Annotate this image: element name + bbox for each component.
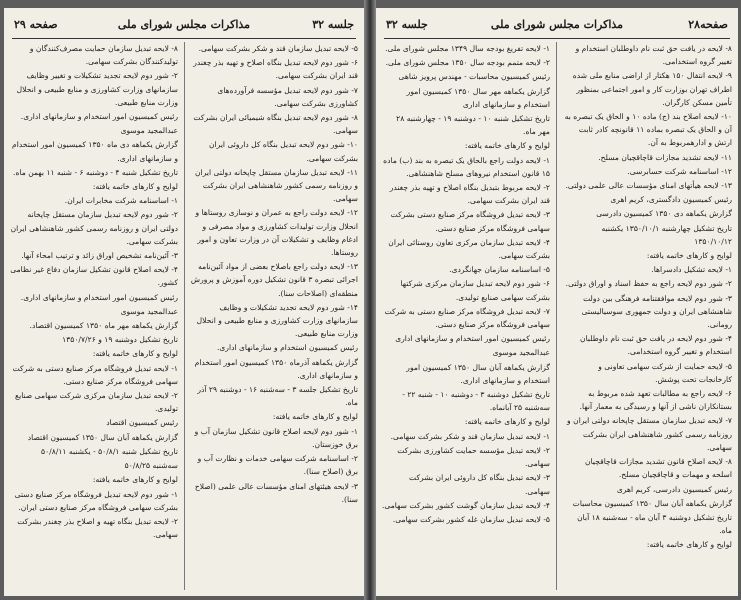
text-paragraph: گزارش یکماهه مهر سال ۱۳۵۰ کمیسیون امور استخدام و سازمانهای اداری — [406, 86, 550, 109]
text-paragraph: ۴- لایحه اصلاح قانون تشکیل سازمان دفاع غیر نظامی کشور. — [10, 265, 178, 288]
text-paragraph: سه‌شنبه ۵۰/۸/۲۵ — [124, 461, 178, 471]
text-paragraph: رئیس کمیسیون دادرسی، کریم اهری — [616, 484, 732, 494]
text-paragraph: ۲- شور دوم لایحه تجدید تشکیلات و تغییر وظایف سازمانهای وزارت کشاورزی و منابع طبیعی و انحلال وزارت منابع طبیعی. — [16, 71, 178, 107]
text-paragraph: ۵- اساسنامه سازمان جهانگردی. — [449, 265, 550, 275]
column-divider — [556, 42, 557, 590]
text-paragraph: ۳- آئین‌نامه تشخیص اوراق زائد و ترتیب امحاء آنها. — [21, 251, 178, 261]
text-paragraph: ۳- لایحه تبدیل فروشگاه مرکز صنایع دستی بشرکت سهامی فروشگاه مرکز صنایع دستی. — [390, 210, 550, 233]
text-paragraph: ۱- شور دوم لایحه اصلاح قانون تشکیل سازمان آب و برق خوزستان. — [194, 426, 358, 449]
header-left-page-session: جلسه ۳۲ — [312, 18, 354, 31]
text-paragraph: ۲- لایحه تبدیل سازمان مرکزی شرکت سهامی صنایع تولیدی. — [15, 391, 178, 414]
text-paragraph: ۵- لایحه تبدیل سازمان غله کشور بشرکت سهامی. — [392, 514, 550, 524]
text-paragraph: ۸- شور دوم لایحه تبدیل بنگاه شیمیائی ایران بشرکت سهامی. — [193, 113, 358, 136]
text-paragraph: ۳- لایحه تبدیل بنگاه کل داروئی ایران بشرکت سهامی. — [408, 473, 550, 496]
text-paragraph: ۱- لایحه تشکیل دادسراها. — [651, 265, 732, 275]
header-rule — [384, 38, 730, 39]
text-paragraph: گزارش یکماهه آبان سال ۱۳۵۰ کمیسیون محاسبات — [572, 498, 732, 508]
text-paragraph: ۷- لایحه تبدیل فروشگاه مرکز صنایع دستی به شرکت سهامی فروشگاه مرکز صنایع دستی. — [384, 306, 550, 330]
text-paragraph: ۴- لایحه تبدیل سازمان مرکزی تعاون روستائی ایران بشرکت سهامی. — [388, 237, 550, 261]
text-paragraph: تاریخ تشکیل شنبه ۴ - دوشنبه ۶ - شنبه ۱۱ بهمن ماه. — [13, 167, 178, 177]
text-paragraph: عبدالمجید موسوی — [120, 126, 178, 136]
header-right-page-title: مذاکرات مجلس شورای ملی — [490, 18, 624, 31]
text-paragraph: ۱۱- لایحه تشدید مجازات قاچاقچیان مسلح. — [598, 152, 732, 162]
right-page — [376, 8, 738, 596]
text-paragraph: ۱۳- لایحه دولت راجع باصلاح بعضی از مواد آئین‌نامه اجرائی تبصره ۳ قانون تشکیل دوره آموزش و پرورش منطقه‌ای (اصلاحات سنا). — [190, 262, 358, 298]
page-header — [14, 18, 354, 36]
text-paragraph: رئیس کمیسیون امور استخدام و سازمانهای اداری. — [20, 112, 178, 122]
header-right-page-session: جلسه ۳۲ — [386, 18, 428, 31]
text-paragraph: ۵- لایحه حمایت از شرکت سهامی تعاونی و کارخانجات تحت پوشش. — [598, 361, 732, 384]
text-paragraph: گزارش یکماهه آذرماه ۱۳۵۰ کمیسیون امور استخدام و سازمانهای اداری. — [194, 357, 358, 380]
text-paragraph: ۲- لایحه متمم بودجه سال ۱۳۵۰ مجلس شورای ملی. — [385, 58, 550, 68]
page-header — [386, 18, 728, 36]
text-paragraph: ۱۱- لایحه تبدیل سازمان مستقل چاپخانه دولتی ایران و روزنامه رسمی کشور شاهنشاهی ایران بشرکت سهامی. — [195, 167, 358, 204]
text-paragraph: لوایح و کارهای خاتمه یافته: — [92, 182, 178, 192]
text-paragraph: ۳- شور دوم لایحه موافقتنامه فرهنگی بین دولت شاهنشاهی ایران و دولت جمهوری سوسیالیستی رومانی. — [581, 293, 732, 330]
text-paragraph: ۸- لایحه در یافت حق ثبت نام داوطلبان استخدام و تغییر گروه استخدامی. — [575, 44, 732, 67]
column-divider — [184, 42, 185, 590]
header-right-page-number: صفحه۲۸ — [688, 18, 728, 31]
text-paragraph: ۲- لایحه تبدیل مؤسسه حمایت کشاورزی بشرکت سهامی. — [397, 445, 550, 469]
text-paragraph: ۸- لایحه تبدیل سازمان حمایت مصرف‌کنندگان و تولیدکنندگان بشرکت سهامی. — [29, 44, 178, 67]
text-column-left — [382, 42, 550, 592]
text-paragraph: تاریخ تشکیل دوشنبه ۳ - دوشنبه ۱۰ - شنبه ۲۲ - سه‌شنبه ۲۵ آبانماه. — [402, 390, 550, 413]
text-paragraph: رئیس کمیسیون اقتصاد — [106, 418, 178, 428]
text-column-right — [564, 42, 732, 592]
header-rule — [12, 38, 356, 39]
text-paragraph: ۱- لایحه تبدیل فروشگاه مرکز صنایع دستی به شرکت سهامی فروشگاه مرکز صنایع دستی. — [12, 363, 178, 386]
text-paragraph: ۲- اساسنامه شرکت سهامی خدمات و نظارت آب و برق (اصلاح سنا). — [197, 454, 358, 477]
text-paragraph: ۱۲- لایحه دولت راجع به عمران و نوسازی روستاها و انحلال وزارت تولیدات کشاورزی و مواد مصرفی و ادغام وظایف و تشکیلات آن در وزارت تعاون و امور روستاها. — [195, 208, 358, 258]
text-paragraph: ۲- شور دوم لایحه تبدیل سازمان مستقل چاپخانه دولتی ایران و روزنامه رسمی کشور شاهنشاهی ایران بشرکت سهامی. — [10, 210, 178, 246]
header-left-page-title: مذاکرات مجلس شورای ملی — [117, 18, 251, 31]
text-paragraph: ۶- شور دوم لایحه تبدیل بنگاه اصلاح و تهیه بذر چغندر قند ایران بشرکت سهامی. — [193, 58, 358, 81]
text-paragraph: ۶- لایحه راجع به مطالبات تعهد شده مربوط به بستانکاران ناشی از آنها و رسیدگی به معمار آنها. — [579, 389, 732, 412]
text-paragraph: رئیس کمیسیون امور استخدام و سازمانهای اداری. — [20, 292, 178, 302]
book-gutter — [364, 0, 376, 600]
text-paragraph: تاریخ تشکیل دوشنبه ۳ آبان ماه - سه‌شنبه ۱۸ آبان ماه. — [577, 512, 732, 536]
text-paragraph: گزارش یکماهه مهر ماه ۱۳۵۰ کمیسیون اقتصاد. — [29, 321, 178, 331]
text-paragraph: لوایح و کارهای خاتمه یافته: — [92, 475, 178, 485]
text-paragraph: ۱۳- لایحه هیأتهای امنای مؤسسات عالی علمی دولتی. — [565, 181, 732, 191]
text-paragraph: رئیس کمیسیون دادگستری، کریم اهری — [610, 195, 732, 205]
text-paragraph: لوایح و کارهای خاتمه یافته: — [464, 141, 550, 151]
text-column-left — [10, 42, 178, 592]
text-paragraph: ۷- لایحه تبدیل سازمان مستقل چاپخانه دولتی ایران و روزنامه رسمی کشور شاهنشاهی ایران بشرکت سهامی. — [567, 416, 732, 452]
text-paragraph: گزارش یکماهه دی ۱۳۵۰ کمیسیون دادرسی — [596, 209, 732, 219]
text-paragraph: ۱- لایحه دولت راجع بالحاق یک تبصره به بند (ب) ماده ۱۵ قانون استخدام نیروهای مسلح شاهنشاهی. — [383, 155, 550, 178]
text-paragraph: تاریخ تشکیل شنبه ۵۰/۸/۱ - یکشنبه ۵۰/۸/۱۱ — [41, 446, 178, 456]
text-paragraph: تاریخ تشکیل دوشنبه ۱۹ و ۱۳۵۰/۷/۲۶ — [62, 335, 178, 345]
text-paragraph: رئیس کمیسیون استخدام و سازمانهای اداری. — [216, 343, 358, 353]
text-paragraph: ۱- اساسنامه شرکت مخابرات ایران. — [64, 196, 178, 206]
text-paragraph: ۱۰- لایحه اصلاح بند (ج) ماده ۱۰ و الحاق یک تبصره به آن و الحاق یک تبصره بماده ۱۱ قانونچه کادر ثابت ارتش و ادارهمربوط به آن. — [564, 112, 732, 148]
text-paragraph: رئیس کمیسیون امور استخدام و سازمانهای اداری — [395, 334, 550, 344]
text-paragraph: لوایح و کارهای خاتمه یافته: — [92, 349, 178, 359]
text-paragraph: گزارش یکماهه دی ماه ۱۳۵۰ کمیسیون امور استخدام و سازمانهای اداری. — [12, 140, 178, 163]
text-paragraph: تاریخ تشکیل جلسه ۳ - سه‌شنبه ۱۶ - دوشنبه ۲۹ آذر ماه. — [197, 385, 358, 408]
text-paragraph: ۱۴- شور دوم لایحه تجدید تشکیلات و وظایف سازمانهای وزارت کشاورزی و منابع طبیعی و انحلال وزارت منابع طبیعی. — [196, 302, 358, 339]
text-paragraph: ۲- لایحه تبدیل بنگاه تهیه و اصلاح بذر چغندر بشرکت سهامی. — [17, 516, 178, 540]
text-paragraph: لوایح و کارهای خاتمه یافته: — [646, 540, 732, 550]
text-paragraph: ۲- شور دوم لایحه راجع به حفظ اسناد و اوراق دولتی. — [565, 279, 732, 289]
text-paragraph: ۱- لایحه تفریغ بودجه سال ۱۳۴۹ مجلس شورای ملی. — [385, 44, 550, 53]
text-paragraph: ۲- لایحه مربوط بتبدیل بنگاه اصلاح و تهیه بذر چغندر قند ایران بشرکت سهامی. — [389, 183, 550, 206]
text-paragraph: ۳- لایحه هیئتهای امنای مؤسسات عالی علمی (اصلاح سنا). — [194, 481, 358, 504]
text-paragraph: ۸- لایحه اصلاح قانون تشدید مجازات قاچاقچیان اسلحه و مهمات و قاچاقچیان مسلح. — [585, 457, 732, 480]
text-paragraph: تاریخ تشکیل شنبه ۱۰ - دوشنبه ۱۹ - چهارشنبه ۲۸ مهر ماه. — [396, 114, 550, 137]
text-paragraph: ۷- شور دوم لایحه تبدیل مؤسسه فرآورده‌های کشاورزی بشرکت سهامی. — [217, 85, 358, 108]
text-paragraph: ۹- لایحه انتقال ۱۵۰ هکتار از اراضی منابع ملی شده اطراف تهران بوزارت کار و امور اجتماعی بمنظور تأمین مسکن کارگران. — [572, 71, 732, 107]
text-paragraph: ۱- لایحه تبدیل سازمان قند و شکر بشرکت سهامی. — [390, 431, 550, 441]
text-paragraph: عبدالمجید موسوی — [492, 348, 550, 358]
text-paragraph: گزارش یکماهه آبان سال ۱۳۵۰ کمیسیون امور استخدام و سازمانهای اداری. — [406, 362, 550, 385]
text-paragraph: ۱- شور دوم لایحه تبدیل فروشگاه مرکز صنایع دستی بشرکت سهامی فروشگاه مرکز صنایع دستی ایران. — [14, 489, 178, 512]
header-left-page-number: صفحه ۲۹ — [14, 18, 58, 31]
text-paragraph: تاریخ تشکیل چهارشنبه ۱۳۵۰/۱۰/۱ یکشنبه ۱۳۵۰/۱۰/۱۲ — [601, 223, 732, 246]
text-paragraph: ۴- لایحه تبدیل سازمان گوشت کشور بشرکت سهامی. — [382, 500, 550, 510]
text-paragraph: ۱۲- اساسنامه شرکت حسابرسی. — [627, 166, 732, 176]
text-paragraph: عبدالمجید موسوی — [120, 306, 178, 316]
text-paragraph: گزارش یکماهه آبان سال ۱۳۵۰ کمیسیون اقتصاد — [27, 432, 178, 442]
text-column-right — [190, 42, 358, 592]
left-page — [4, 8, 364, 596]
text-paragraph: لوایح و کارهای خاتمه یافته: — [464, 417, 550, 427]
text-paragraph: لوایح و کارهای خاتمه یافته: — [646, 251, 732, 261]
text-paragraph: لوایح و کارهای خاتمه یافته: — [272, 412, 358, 422]
text-paragraph: ۴- شور دوم لایحه در یافت حق ثبت نام داوطلبان استخدام و تغییر گروه استخدامی. — [580, 334, 732, 357]
text-paragraph: ۱۰- شور دوم لایحه تبدیل بنگاه کل داروئی ایران بشرکت سهامی. — [208, 140, 358, 163]
text-paragraph: رئیس کمیسیون محاسبات - مهندس پرویز شاهی — [398, 72, 550, 82]
text-paragraph: ۵- لایحه تبدیل سازمان قند و شکر بشرکت سهامی. — [198, 44, 358, 53]
text-paragraph: ۶- شور دوم لایحه تبدیل سازمان مرکزی شرکتها بشرکت سهامی صنایع تولیدی. — [400, 279, 550, 302]
